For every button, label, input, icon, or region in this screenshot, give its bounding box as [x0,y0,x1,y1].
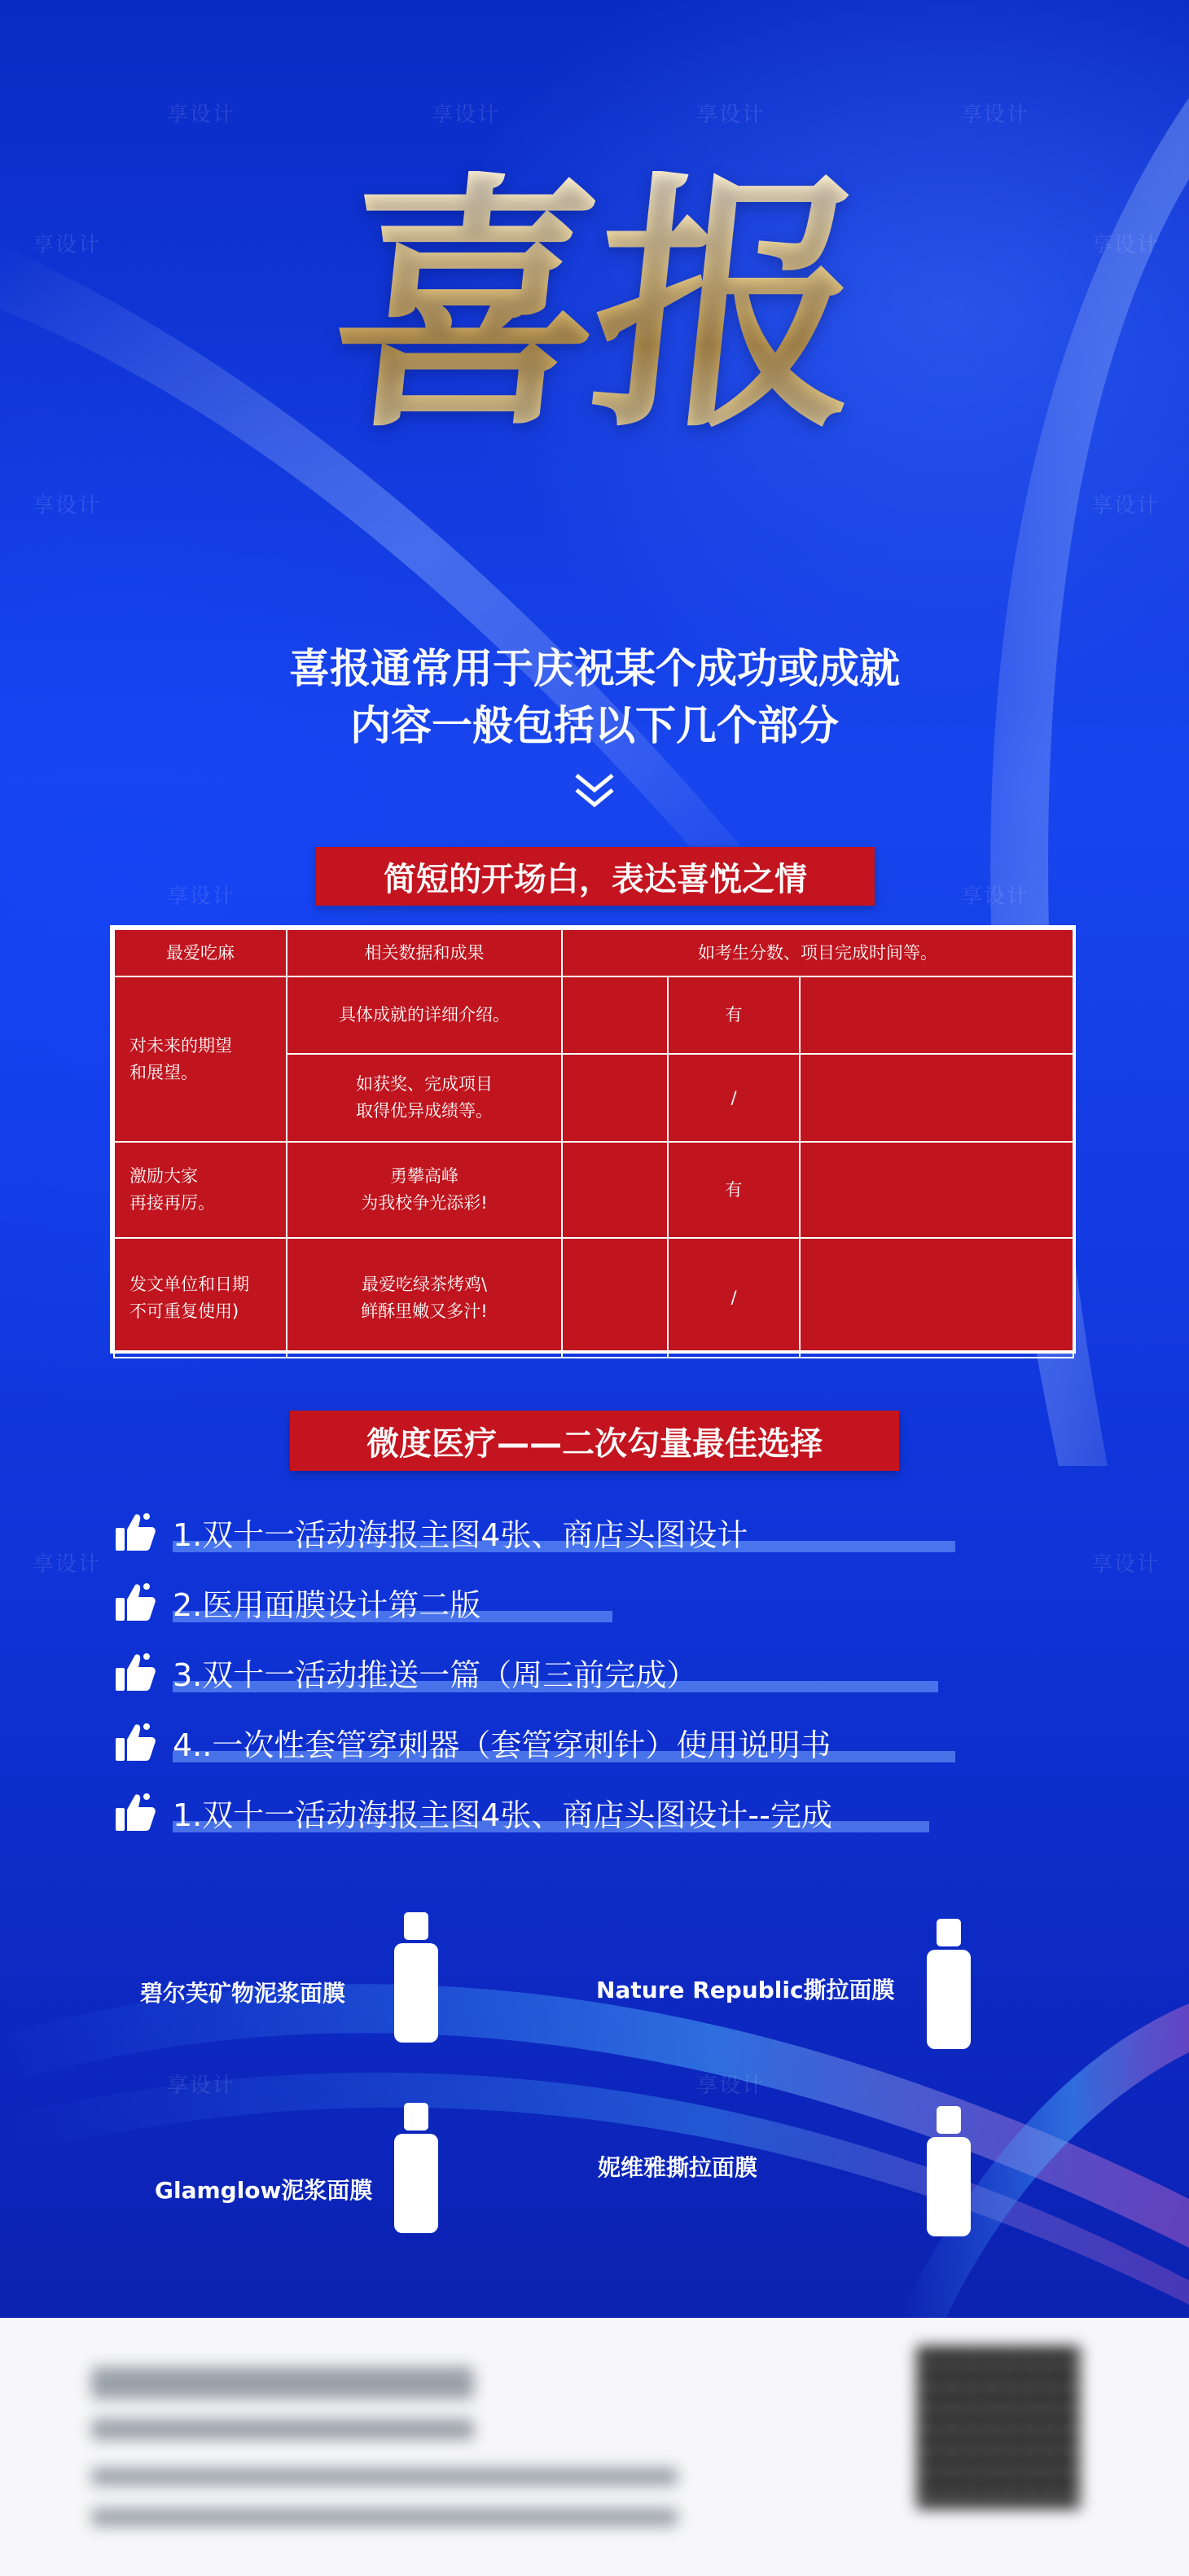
watermark: 享设计 [432,103,501,127]
product-label: 妮维雅撕拉面膜 [598,2154,758,2181]
table-cell: 具体成就的详细介绍。 [287,976,562,1054]
table-cell: 有 [668,1142,800,1238]
table-row-label: 对未来的期望 和展望。 [114,976,287,1142]
list-item [114,1718,1059,1764]
thumbs-up-icon [114,1582,156,1622]
list-item [114,1508,1059,1554]
blurred-text-line [91,2508,678,2526]
table-row-label: 发文单位和日期 不可重复使用) [114,1238,287,1358]
product-label: 碧尔芙矿物泥浆面膜 [140,1980,346,2007]
watermark: 享设计 [33,1552,102,1577]
product-label: Glamglow泥浆面膜 [155,2177,373,2204]
product-label: Nature Republic撕拉面膜 [596,1977,895,2003]
double-chevron-down-icon [570,770,619,811]
table-cell: 有 [668,976,800,1054]
watermark: 享设计 [961,884,1030,909]
watermark: 享设计 [167,2074,236,2098]
table-cell [800,1142,1073,1238]
table-cell: / [668,1238,800,1358]
thumbs-up-icon [114,1512,156,1552]
list-item-text: 1.双十一活动海报主图4张、商店头图设计 [173,1517,748,1553]
blurred-text-line [91,2367,474,2399]
list-item [114,1648,1059,1694]
subtitle-line-2: 内容一般包括以下几个部分 [350,702,839,749]
list-item-text: 4..一次性套管穿刺器（套管穿刺针）使用说明书 [173,1727,831,1763]
list-item-text: 2.医用面膜设计第二版 [173,1587,481,1623]
table-cell [562,1142,668,1238]
watermark: 享设计 [1091,494,1160,518]
qr-code-image [917,2346,1080,2508]
table-header-cell: 如考生分数、项目完成时间等。 [562,929,1073,976]
blurred-text-line [91,2419,474,2440]
hero-title: 喜报 [0,171,1189,440]
watermark: 享设计 [961,103,1030,127]
list-item-text: 1.双十一活动海报主图4张、商店头图设计--完成 [173,1797,832,1833]
watermark: 享设计 [696,103,766,127]
table-cell: 如获奖、完成项目 取得优异成绩等。 [287,1054,562,1142]
watermark: 享设计 [167,103,236,127]
table-header-cell: 最爱吃麻 [114,929,287,976]
table-cell [562,1054,668,1142]
list-item [114,1578,1059,1624]
table-cell [562,1238,668,1358]
watermark: 享设计 [1091,1552,1160,1577]
info-table [110,925,1076,1354]
bottle-icon [394,2103,438,2233]
table-cell [562,976,668,1054]
thumbs-up-icon [114,1652,156,1692]
table-cell [800,1238,1073,1358]
table-cell: 最爱吃绿茶烤鸡\ 鲜酥里嫩又多汁! [287,1238,562,1358]
watermark: 享设计 [33,494,102,518]
section-banner-opening: 简短的开场白，表达喜悦之情 [316,847,875,906]
subtitle-line-1: 喜报通常用于庆祝某个成功或成就 [289,645,900,692]
table-header-cell: 相关数据和成果 [287,929,562,976]
table-cell: / [668,1054,800,1142]
list-item [114,1788,1059,1834]
section-banner-tasks: 微度医疗——二次勾量最佳选择 [290,1411,899,1471]
blurred-text-line [91,2468,678,2486]
watermark: 享设计 [167,884,236,909]
bottle-icon [927,2106,971,2236]
table-row-label: 激励大家 再接再厉。 [114,1142,287,1238]
bottle-icon [394,1912,438,2043]
table-cell [800,1054,1073,1142]
list-item-text: 3.双十一活动推送一篇（周三前完成） [173,1657,698,1693]
table-cell [800,976,1073,1054]
thumbs-up-icon [114,1722,156,1762]
bottle-icon [927,1919,971,2049]
thumbs-up-icon [114,1792,156,1832]
table-cell: 勇攀高峰 为我校争光添彩! [287,1142,562,1238]
watermark: 享设计 [696,2074,766,2098]
